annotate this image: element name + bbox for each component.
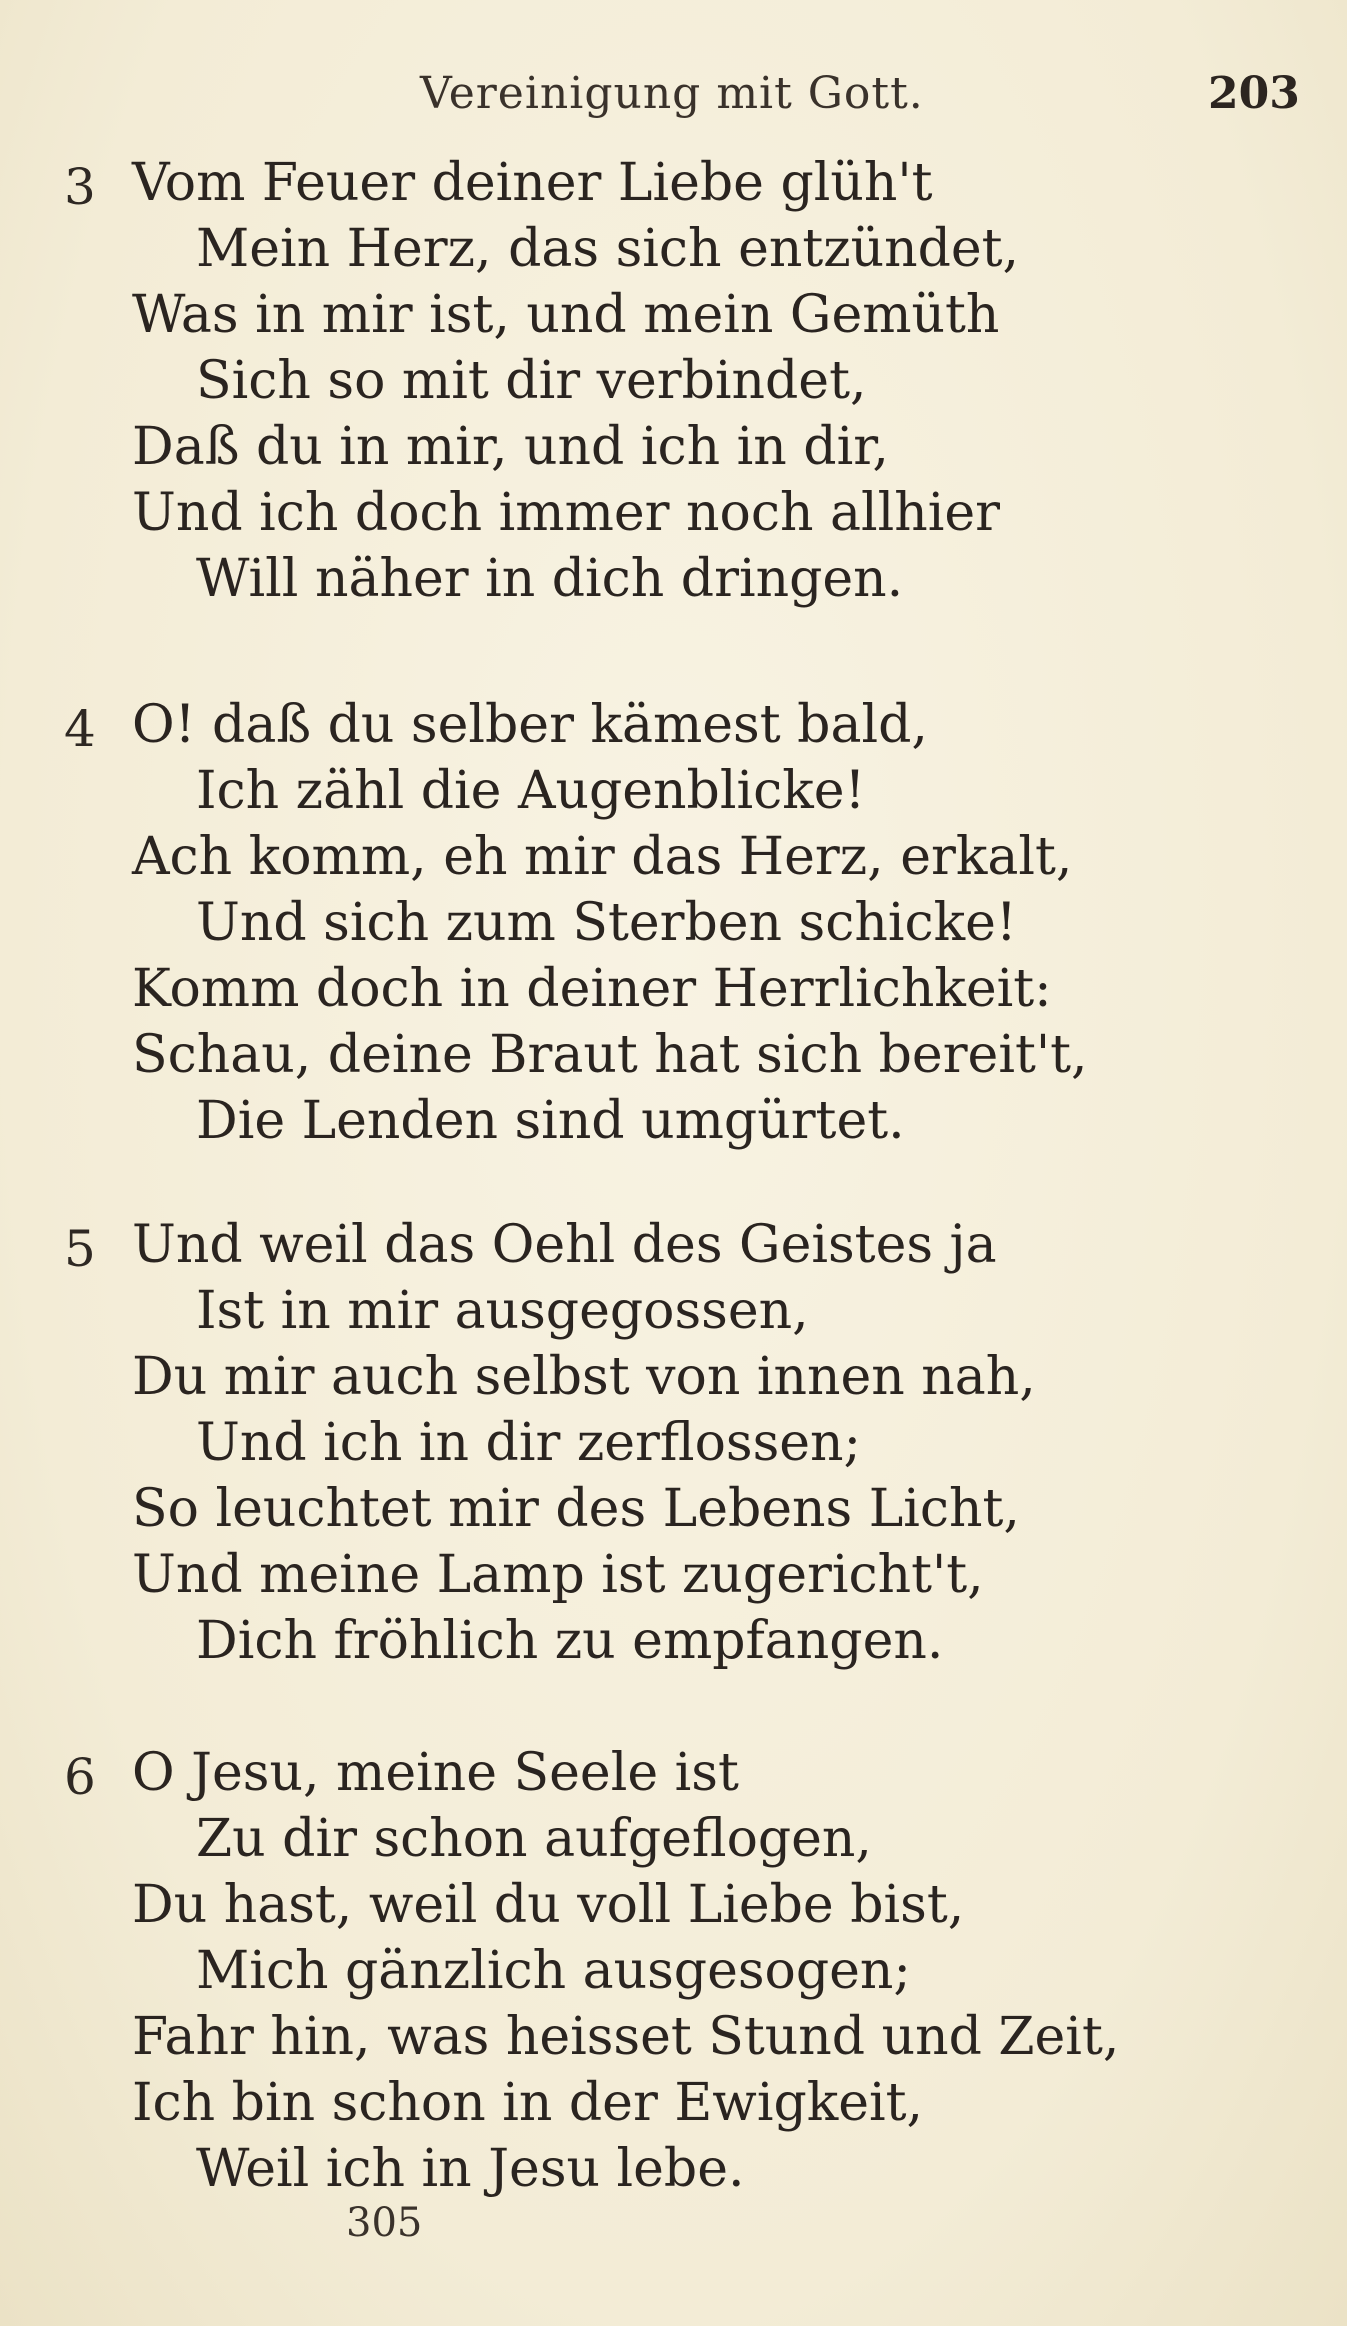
verse-line: Dich fröhlich zu empfangen. <box>196 1611 944 1671</box>
verse-line: Mein Herz, das sich entzündet, <box>196 219 1020 279</box>
verse-line: Und ich doch immer noch allhier <box>132 483 1001 543</box>
verse-line: Die Lenden sind umgürtet. <box>196 1091 905 1151</box>
verse-line: Fahr hin, was heisset Stund und Zeit, <box>132 2007 1120 2067</box>
verse-line: Und weil das Oehl des Geistes ja <box>132 1215 997 1275</box>
verse-line: Zu dir schon aufgeflogen, <box>196 1809 872 1869</box>
verse-line: Du mir auch selbst von innen nah, <box>132 1347 1036 1407</box>
verse-line: Und ich in dir zerflossen; <box>196 1413 862 1473</box>
verse-line: Und meine Lamp ist zugericht't, <box>132 1545 984 1605</box>
verse-line: Ich bin schon in der Ewigkeit, <box>132 2073 924 2133</box>
verse-line: Ist in mir ausgegossen, <box>196 1281 809 1341</box>
verse-line: Und sich zum Sterben schicke! <box>196 893 1017 953</box>
verse-number: 5 <box>64 1220 96 1278</box>
verse-line: O Jesu, meine Seele ist <box>132 1743 739 1803</box>
verse-line: Sich so mit dir verbindet, <box>196 351 867 411</box>
verse-number: 4 <box>64 700 96 758</box>
verse-number: 6 <box>64 1748 96 1806</box>
verse-line: Weil ich in Jesu lebe. <box>196 2139 745 2199</box>
verse-line: Du hast, weil du voll Liebe bist, <box>132 1875 965 1935</box>
verse-line: Komm doch in deiner Herrlichkeit: <box>132 959 1052 1019</box>
verse-line: Mich gänzlich ausgesogen; <box>196 1941 911 2001</box>
verse-line: Schau, deine Braut hat sich bereit't, <box>132 1025 1088 1085</box>
verse-line: O! daß du selber kämest bald, <box>132 695 928 755</box>
printer-signature: 305 <box>346 2200 423 2246</box>
verse-line: Will näher in dich dringen. <box>196 549 904 609</box>
verse-number: 3 <box>64 158 96 216</box>
verse-line: Ich zähl die Augenblicke! <box>196 761 866 821</box>
verse-line: Vom Feuer deiner Liebe glüh't <box>132 153 933 213</box>
page-number: 203 <box>1208 68 1300 119</box>
verse-line: Ach komm, eh mir das Herz, erkalt, <box>132 827 1073 887</box>
verse-line: Was in mir ist, und mein Gemüth <box>132 285 1000 345</box>
running-title: Vereinigung mit Gott. <box>420 68 924 119</box>
verse-line: So leuchtet mir des Lebens Licht, <box>132 1479 1020 1539</box>
verse-line: Daß du in mir, und ich in dir, <box>132 417 889 477</box>
